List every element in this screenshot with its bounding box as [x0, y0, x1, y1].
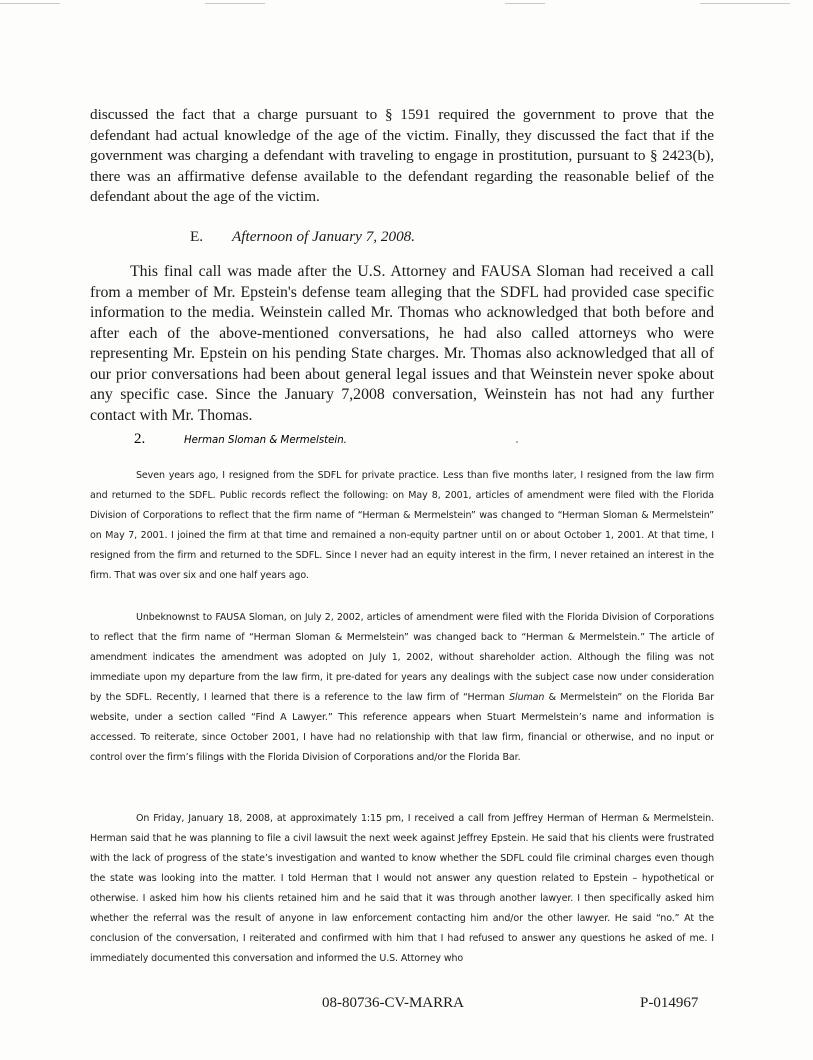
- paragraph-amendment: [90, 608, 714, 768]
- section-heading-2: [134, 430, 347, 448]
- footer-case-number: 08-80736-CV-MARRA: [322, 995, 464, 1011]
- section-2-title: Herman Sloman & Mermelstein.: [184, 435, 347, 446]
- paragraph-statute-discussion: discussed the fact that a charge pursuant to § 1591 required the government to prove that the defendant had actual knowledge of the age of the victim. Finally, they discussed the fact that if the government was charging a defendant with traveling to engage in prostitution, pursuant to § 2423(b), there was an affirmative defense available to the defendant regarding the reasonable belief of the defendant about the age of the victim.: [90, 106, 714, 205]
- scan-speck: [516, 441, 518, 443]
- section-heading-e: [190, 228, 415, 246]
- paragraph-final-call: [90, 262, 714, 426]
- scan-edge-line: [205, 3, 265, 4]
- paragraph-amendment-italic: Sluman: [509, 692, 545, 703]
- scan-edge-line: [505, 3, 545, 4]
- section-2-number: 2.: [134, 431, 146, 447]
- scan-edge-line: [700, 3, 790, 4]
- paragraph-herman-call-text: On Friday, January 18, 2008, at approximately 1:15 pm, I received a call from Jeffrey Herman of Herman & Mermelstein. Herman said that he was planning to file a civil lawsuit the next week against Jeffrey Epstein. He said that his clients were frustrated with the lack of progress of the state’s investigation and wanted to know whether the SDFL could file criminal charges even though the state was looking into the matter. I told Herman that I would not answer any question related to Epstein – hypothetical or otherwise. I asked him how his clients retained him and he said that it was through another lawyer. I then specifically asked him whether the referral was the result of anyone in law enforcement contacting him and/or the other lawyer. He said “no.” At the conclusion of the conversation, I reiterated and confirmed with him that I had refused to answer any questions he asked of me. I immediately documented this conversation and informed the U.S. Attorney who: [90, 813, 714, 964]
- paragraph-amendment-text-a: Unbeknownst to FAUSA Sloman, on July 2, 2002, articles of amendment were filed with the Florida Division of Corporations to reflect that the firm name of “Herman Sloman & Mermelstein” was changed back to “Herman & Mermelstein.” The article of amendment indicates the amendment was adopted on July 1, 2002, without shareholder action. Although the filing was not immediate upon my departure from the law firm, it pre-dated for years any dealings with the subject case now under consideration by the SDFL. Recently, I learned that there is a reference to the law firm of “Herman: [90, 612, 714, 703]
- scan-edge-line: [0, 3, 60, 4]
- section-e-title: Afternoon of January 7, 2008.: [232, 228, 416, 245]
- paragraph-amendment-text-b: & Mermelstein” on the Florida Bar website, under a section called “Find A Lawyer.” This reference appears when Stuart Mermelstein’s name and information is accessed. To reiterate, since October 2001, I have had no relationship with that law firm, financial or otherwise, and no input or control over the firm’s filings with the Florida Division of Corporations and/or the Florida Bar.: [90, 692, 714, 763]
- paragraph-resignation-text: Seven years ago, I resigned from the SDFL for private practice. Less than five months later, I resigned from the law firm and returned to the SDFL. Public records reflect the following: on May 8, 2001, articles of amendment were filed with the Florida Division of Corporations to reflect that the firm name of “Herman & Mermelstein” was changed to “Herman Sloman & Mermelstein” on May 7, 2001. I joined the firm at that time and remained a non-equity partner until on or about October 1, 2001. At that time, I resigned from the firm and returned to the SDFL. Since I never had an equity interest in the firm, I never retained an interest in the firm. That was over six and one half years ago.: [90, 470, 714, 581]
- paragraph-final-call-text: This final call was made after the U.S. Attorney and FAUSA Sloman had received a call from a member of Mr. Epstein's defense team alleging that the SDFL had provided case specific information to the media. Weinstein called Mr. Thomas who acknowledged that both before and after each of the above-mentioned conversations, he had also called attorneys who were representing Mr. Epstein on his pending State charges. Mr. Thomas also acknowledged that all of our prior conversations had been about general legal issues and that Weinstein never spoke about any specific case. Since the January 7,2008 conversation, Weinstein has not had any further contact with Mr. Thomas.: [90, 263, 714, 424]
- paragraph-herman-call: [90, 809, 714, 969]
- paragraph-resignation: [90, 466, 714, 586]
- footer-page-id: P-014967: [640, 995, 699, 1011]
- section-e-letter: E.: [190, 228, 204, 245]
